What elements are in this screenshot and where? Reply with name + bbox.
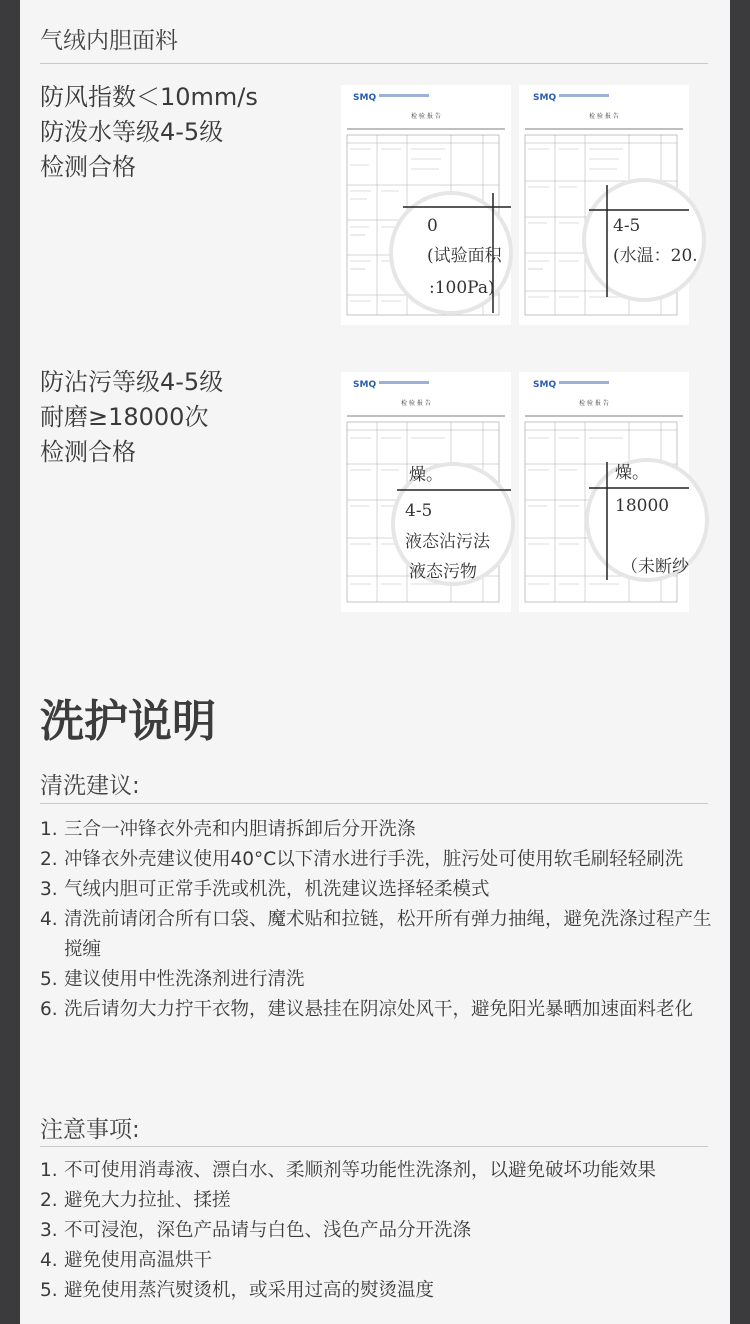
lens-text: 液态沾污法 xyxy=(405,532,490,552)
list-number: 3. xyxy=(40,879,58,900)
list-text: 避免大力拉扯、揉搓 xyxy=(64,1190,231,1211)
list-number: 1. xyxy=(40,819,58,840)
divider xyxy=(40,803,708,804)
lens-text: (试验面积 xyxy=(427,246,502,266)
lens-text: :100Pa) xyxy=(429,278,495,298)
list-item xyxy=(40,905,720,965)
list-number: 5. xyxy=(40,1280,58,1301)
spec-line: 检测合格 xyxy=(40,153,136,181)
divider xyxy=(40,63,708,64)
lens-text: 燥。 xyxy=(615,463,649,483)
spec-line: 防风指数＜10mm/s xyxy=(40,83,258,111)
test-report-image xyxy=(519,372,689,612)
magnifier-lens xyxy=(587,460,707,580)
spec-group-2 xyxy=(40,365,223,470)
list-text: 避免使用蒸汽熨烫机，或采用过高的熨烫温度 xyxy=(64,1280,435,1301)
report-logo: SMQ xyxy=(533,380,557,390)
test-report-image xyxy=(519,85,698,325)
list-item xyxy=(40,1276,720,1306)
list-number: 5. xyxy=(40,969,58,990)
list-item xyxy=(40,845,720,875)
report-heading: 检 验 报 告 xyxy=(589,113,619,120)
report-logo: SMQ xyxy=(533,93,557,103)
spec-line: 防泼水等级4-5级 xyxy=(40,118,224,146)
notes-list xyxy=(40,1156,720,1306)
list-item xyxy=(40,1186,720,1216)
divider xyxy=(40,1146,708,1147)
list-item xyxy=(40,815,720,845)
wash-advice-list xyxy=(40,815,720,1025)
section-title: 气绒内胆面料 xyxy=(40,28,178,54)
list-number: 3. xyxy=(40,1220,58,1241)
page-container xyxy=(20,0,730,1324)
list-item xyxy=(40,1216,720,1246)
list-item xyxy=(40,875,720,905)
lens-text: （未断纱 xyxy=(621,557,689,577)
list-number: 2. xyxy=(40,849,58,870)
list-text: 不可浸泡，深色产品请与白色、浅色产品分开洗涤 xyxy=(64,1220,472,1241)
magnifier-lens xyxy=(391,193,511,313)
list-text: 不可使用消毒液、漂白水、柔顺剂等功能性洗涤剂，以避免破坏功能效果 xyxy=(64,1160,657,1181)
lens-text: 液态污物 xyxy=(409,562,477,582)
lens-text: (水温：20. xyxy=(613,246,698,266)
list-number: 6. xyxy=(40,999,58,1020)
list-number: 4. xyxy=(40,1250,58,1271)
spec-line: 耐磨≥18000次 xyxy=(40,403,209,431)
list-number: 2. xyxy=(40,1190,58,1211)
report-heading: 检 验 报 告 xyxy=(411,113,441,120)
lens-text: 4-5 xyxy=(405,501,433,521)
spec-line: 检测合格 xyxy=(40,438,136,466)
magnifier-lens xyxy=(584,180,704,300)
report-heading: 检 验 报 告 xyxy=(579,400,609,407)
lens-text: 燥。 xyxy=(409,465,443,485)
notes-title: 注意事项: xyxy=(40,1117,140,1143)
list-text: 冲锋衣外壳建议使用40°C以下清水进行手洗，脏污处可使用软毛刷轻轻刷洗 xyxy=(64,849,684,870)
list-number: 4. xyxy=(40,909,58,930)
list-text: 避免使用高温烘干 xyxy=(64,1250,213,1271)
magnifier-lens xyxy=(393,464,513,584)
care-instructions-title: 洗护说明 xyxy=(40,696,216,747)
lens-text: 18000 xyxy=(615,496,670,516)
list-number: 1. xyxy=(40,1160,58,1181)
list-text: 气绒内胆可正常手洗或机洗，机洗建议选择轻柔模式 xyxy=(64,879,490,900)
list-item xyxy=(40,995,720,1025)
list-text: 洗后请勿大力拧干衣物，建议悬挂在阴凉处风干，避免阳光暴晒加速面料老化 xyxy=(64,999,694,1020)
test-report-image xyxy=(341,372,511,612)
spec-group-1 xyxy=(40,80,258,185)
report-heading: 检 验 报 告 xyxy=(401,400,431,407)
list-item xyxy=(40,965,720,995)
list-text: 三合一冲锋衣外壳和内胆请拆卸后分开洗涤 xyxy=(64,819,416,840)
report-logo: SMQ xyxy=(353,380,377,390)
report-logo: SMQ xyxy=(353,93,377,103)
wash-advice-title: 清洗建议: xyxy=(40,773,140,799)
list-text: 清洗前请闭合所有口袋、魔术贴和拉链，松开所有弹力抽绳，避免洗涤过程产生搅缠 xyxy=(64,909,712,960)
test-report-image xyxy=(341,85,511,325)
lens-text: 0 xyxy=(427,216,438,236)
list-item xyxy=(40,1156,720,1186)
lens-text: 4-5 xyxy=(613,216,641,236)
list-text: 建议使用中性洗涤剂进行清洗 xyxy=(64,969,305,990)
spec-line: 防沾污等级4-5级 xyxy=(40,368,224,396)
list-item xyxy=(40,1246,720,1276)
